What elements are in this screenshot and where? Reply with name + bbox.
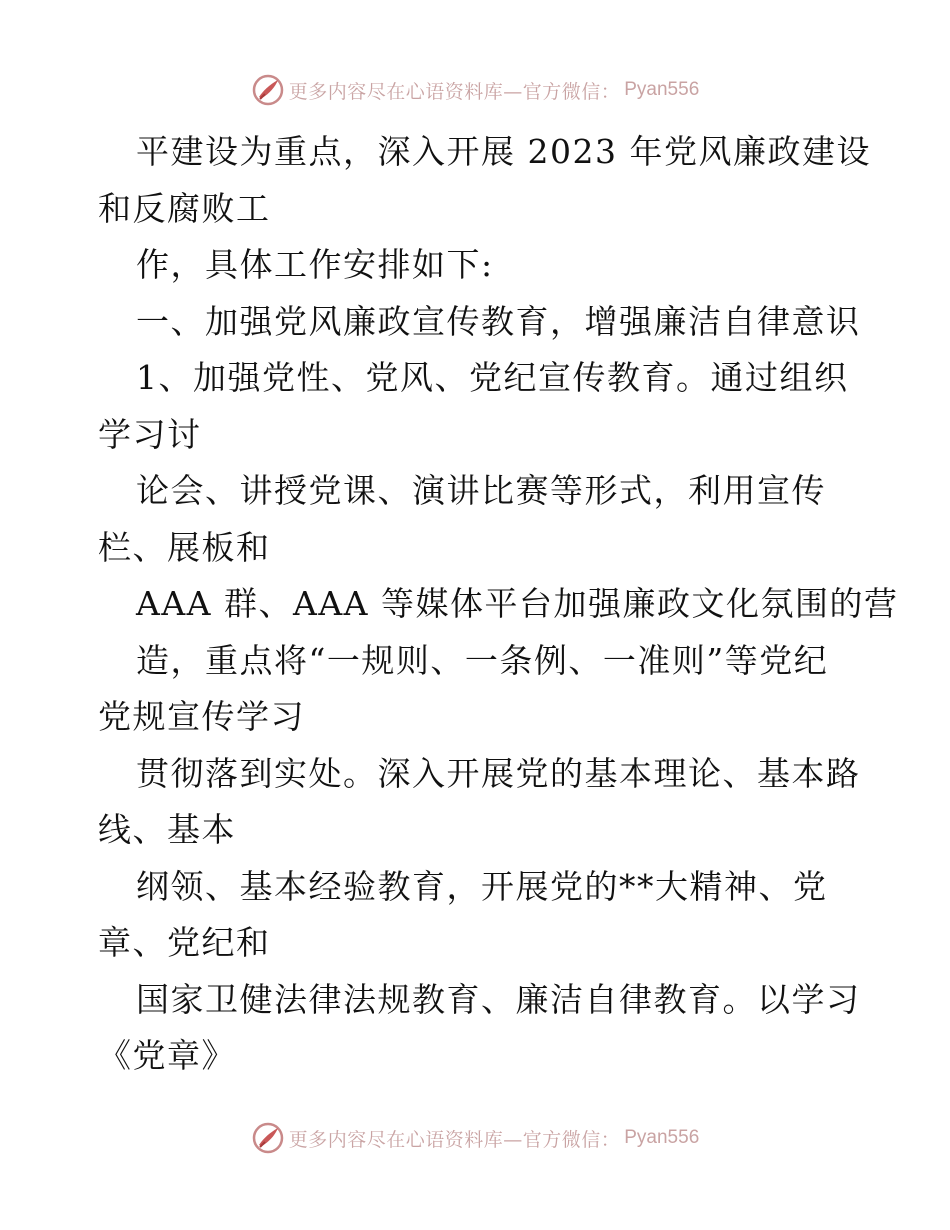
paragraph-line: 和反腐败工 (98, 188, 271, 228)
paragraph-line: 1、加强党性、党风、党纪宣传教育。通过组织 (136, 358, 849, 397)
watermark-wechat-id: Pyan556 (624, 79, 700, 100)
header-watermark (0, 70, 950, 110)
paragraph-line: 平建设为重点，深入开展 2023 年党风廉政建设 (136, 132, 871, 171)
document-body (98, 124, 899, 1085)
paragraph-line: 学习讨 (98, 414, 202, 454)
watermark-text: 更多内容尽在心语资料库—官方微信： (288, 80, 621, 103)
paragraph-line: 栏、展板和 (98, 527, 271, 567)
paragraph-line: 纲领、基本经验教育，开展党的**大精神、党 (136, 866, 828, 906)
watermark-text: 更多内容尽在心语资料库—官方微信： (288, 1128, 621, 1151)
quill-logo-icon (251, 1121, 285, 1155)
paragraph-line: 章、党纪和 (98, 923, 271, 962)
paragraph-line: 贯彻落到实处。深入开展党的基本理论、基本路 (136, 753, 861, 793)
paragraph-line: 作，具体工作安排如下: (136, 245, 494, 284)
paragraph-line: 论会、讲授党课、演讲比赛等形式，利用宣传 (136, 471, 826, 510)
paragraph-line: 一、加强党风廉政宣传教育，增强廉洁自律意识 (136, 301, 861, 341)
paragraph-line: AAA 群、AAA 等媒体平台加强廉政文化氛围的营 (136, 584, 899, 623)
paragraph-line: 党规宣传学习 (98, 697, 305, 736)
footer-watermark (0, 1118, 950, 1158)
paragraph-line: 国家卫健法律法规教育、廉洁自律教育。以学习 (136, 979, 861, 1019)
quill-logo-icon (251, 73, 285, 107)
paragraph-line: 造，重点将“一规则、一条例、一准则”等党纪 (136, 640, 829, 680)
paragraph-line: 线、基本 (98, 810, 236, 849)
watermark-wechat-id: Pyan556 (624, 1127, 700, 1148)
paragraph-line: 《党章》 (98, 1036, 236, 1075)
